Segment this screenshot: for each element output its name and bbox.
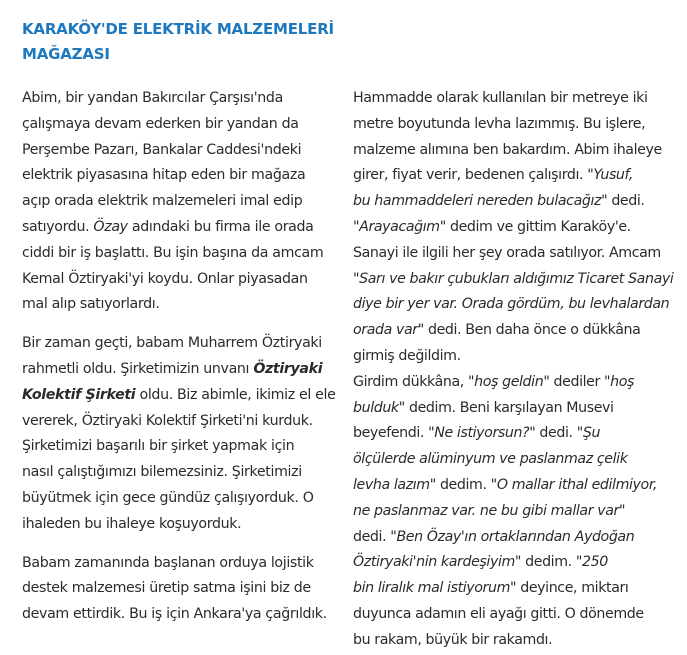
- text-line: [353, 576, 683, 602]
- text-segment: ": [353, 218, 360, 235]
- text-segment: nasıl çalıştığımızı bilemezsiniz. Şirketimizi: [22, 464, 302, 481]
- emphasized-text: orada var: [353, 322, 418, 339]
- text-segment: " dedi.: [601, 193, 645, 210]
- text-line: [22, 383, 342, 409]
- emphasized-text: Yusuf,: [593, 167, 633, 184]
- text-line: [22, 241, 342, 267]
- text-segment: mal alıp satıyorlardı.: [22, 296, 160, 313]
- text-segment: Sanayi ile ilgili her şey orada satılıyor. Amcam: [353, 244, 661, 261]
- text-segment: Abim, bir yandan Bakırcılar Çarşısı'nda: [22, 90, 283, 106]
- text-line: [353, 86, 683, 112]
- text-segment: Perşembe Pazarı, Bankalar Caddesi'ndeki: [22, 141, 302, 158]
- text-line: [353, 499, 683, 525]
- text-segment: açıp orada elektrik malzemeleri imal edip: [22, 193, 303, 210]
- text-segment: rahmetli oldu. Şirketimizin unvanı: [22, 360, 254, 377]
- article-title: [22, 17, 334, 67]
- text-segment: Şirketimizi başarılı bir şirket yapmak için: [22, 438, 295, 455]
- emphasized-text: Özay: [93, 218, 128, 235]
- text-line: [22, 512, 342, 538]
- text-segment: Girdim dükkâna, ": [353, 373, 475, 390]
- text-line: [353, 163, 683, 189]
- text-line: [353, 189, 683, 215]
- text-segment: duyunca adamın eli ayağı gitti. O dönemde: [353, 605, 644, 622]
- emphasized-text: levha lazım: [353, 476, 430, 493]
- text-segment: Kemal Öztiryaki'yi koydu. Onlar piyasadan: [22, 270, 308, 287]
- right-column: [353, 86, 683, 654]
- text-segment: ihaleden bu ihaleye koşuyorduk.: [22, 515, 242, 532]
- emphasized-text: ne paslanmaz var. ne bu gibi mallar var: [353, 502, 619, 519]
- text-line: [353, 525, 683, 551]
- text-segment: satıyordu.: [22, 218, 94, 235]
- paragraph: [353, 86, 683, 654]
- emphasized-text: bu hammaddeleri nereden bulacağız: [353, 193, 602, 210]
- emphasized-text: hoş geldin: [474, 373, 544, 390]
- text-line: [22, 460, 342, 486]
- text-line: [353, 396, 683, 422]
- article-title-line: MAĞAZASI: [22, 45, 110, 63]
- text-segment: malzeme alımına ben bakardım. Abim ihaleye: [353, 141, 662, 158]
- emphasized-text: ölçülerde alüminyum ve paslanmaz çelik: [353, 451, 628, 468]
- text-segment: dedi. ": [353, 528, 397, 545]
- text-segment: metre boyutunda levha lazımmış. Bu işlere,: [353, 115, 646, 132]
- text-segment: " dedi. ": [529, 425, 583, 442]
- paragraph: [22, 86, 342, 318]
- text-line: [22, 138, 342, 164]
- text-line: [353, 241, 683, 267]
- text-segment: bu rakam, büyük bir rakamdı.: [353, 631, 553, 648]
- text-segment: devam ettirdik. Bu iş için Ankara'ya çağrıldık.: [22, 606, 327, 623]
- text-segment: " deyince, miktarı: [510, 580, 629, 597]
- text-segment: destek malzemesi üretip satma işini biz de: [22, 580, 311, 597]
- text-segment: " dedim ve gittim Karaköy'e.: [439, 218, 631, 235]
- text-line: [22, 602, 342, 628]
- text-segment: " dedim. Beni karşılayan Musevi: [398, 399, 614, 416]
- text-segment: " dedim. ": [514, 554, 582, 571]
- text-segment: oldu. Biz abimle, ikimiz el ele: [135, 386, 336, 403]
- emphasized-text: Şu: [582, 425, 601, 442]
- text-segment: " dediler ": [543, 373, 611, 390]
- text-segment: Bir zaman geçti, babam Muharrem Öztiryaki: [22, 335, 322, 352]
- text-line: [22, 576, 342, 602]
- emphasized-text: Ben Özay'ın ortaklarından Aydoğan: [396, 528, 635, 545]
- paragraph: [22, 551, 342, 628]
- emphasized-text: bulduk: [353, 399, 399, 416]
- text-segment: büyütmek için gece gündüz çalışıyorduk. O: [22, 489, 314, 506]
- text-segment: " dedi. Ben daha önce o dükkâna: [417, 322, 641, 339]
- text-line: [353, 138, 683, 164]
- text-line: [353, 344, 683, 370]
- text-line: [353, 447, 683, 473]
- text-segment: çalışmaya devam ederken bir yandan da: [22, 115, 299, 132]
- emphasized-text: bin liralık mal istiyorum: [353, 580, 510, 597]
- left-column: [22, 86, 342, 628]
- text-line: [353, 267, 683, 293]
- paragraph: [22, 331, 342, 537]
- text-segment: beyefendi. ": [353, 425, 435, 442]
- emphasized-text: hoş: [610, 373, 635, 390]
- text-line: [22, 86, 342, 112]
- text-segment: " dedim. ": [429, 476, 497, 493]
- text-line: [22, 189, 342, 215]
- text-line: [353, 370, 683, 396]
- text-segment: girmiş değildim.: [353, 347, 461, 364]
- text-segment: Babam zamanında başlanan orduya lojistik: [22, 554, 314, 571]
- emphasized-text: Arayacağım: [359, 218, 440, 235]
- text-line: [353, 628, 683, 654]
- text-line: [22, 292, 342, 318]
- text-line: [22, 112, 342, 138]
- text-line: [353, 318, 683, 344]
- article-title-line: KARAKÖY'DE ELEKTRİK MALZEMELERİ: [22, 20, 334, 38]
- emphasized-text: Öztiryaki: [253, 360, 323, 377]
- text-line: [22, 215, 342, 241]
- text-line: [22, 331, 342, 357]
- text-line: [353, 215, 683, 241]
- text-line: [22, 551, 342, 577]
- text-line: [22, 486, 342, 512]
- text-line: [22, 434, 342, 460]
- text-line: [353, 473, 683, 499]
- text-line: [353, 550, 683, 576]
- text-line: [353, 602, 683, 628]
- text-line: [22, 409, 342, 435]
- text-segment: Hammadde olarak kullanılan bir metreye iki: [353, 90, 648, 106]
- text-line: [353, 112, 683, 138]
- text-segment: girer, fiyat verir, bedenen çalışırdı. ": [353, 167, 594, 184]
- text-segment: ciddi bir iş başlattı. Bu işin başına da amcam: [22, 244, 324, 261]
- text-segment: ": [618, 502, 626, 519]
- text-segment: vererek, Öztiryaki Kolektif Şirketi'ni kurduk.: [22, 412, 313, 429]
- text-segment: ": [353, 270, 360, 287]
- emphasized-text: Ne istiyorsun?: [434, 425, 530, 442]
- text-line: [22, 267, 342, 293]
- emphasized-text: Öztiryaki'nin kardeşiyim: [353, 554, 515, 571]
- text-line: [353, 292, 683, 318]
- text-line: [22, 163, 342, 189]
- emphasized-text: Kolektif Şirketi: [22, 386, 136, 403]
- text-segment: adındaki bu firma ile orada: [127, 218, 314, 235]
- emphasized-text: 250: [582, 554, 608, 571]
- emphasized-text: diye bir yer var. Orada gördüm, bu levhalardan: [353, 296, 670, 313]
- text-line: [353, 421, 683, 447]
- emphasized-text: Sarı ve bakır çubukları aldığımız Ticaret Sanayi: [359, 270, 674, 287]
- text-line: [22, 357, 342, 383]
- text-segment: elektrik piyasasına hitap eden bir mağaza: [22, 167, 306, 184]
- emphasized-text: O mallar ithal edilmiyor,: [496, 476, 658, 493]
